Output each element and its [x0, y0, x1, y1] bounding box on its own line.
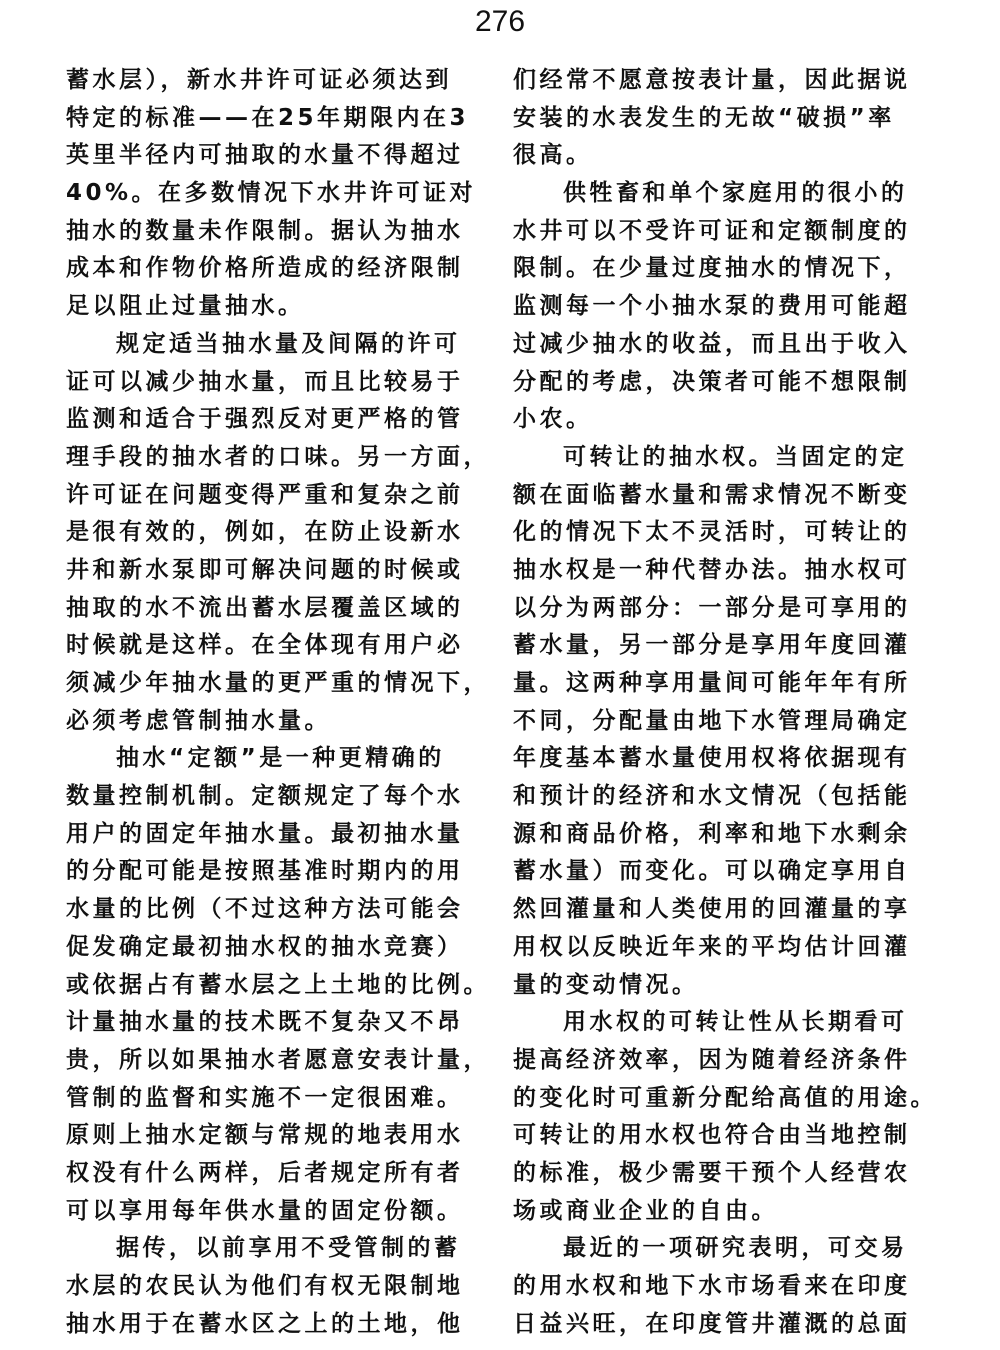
text-line: 用水权的可转让性从长期看可 — [563, 1009, 908, 1036]
left-text-column — [66, 62, 490, 1343]
text-line: 权没有什么两样，后者规定所有者 — [66, 1159, 464, 1186]
text-line: 以分为两部分：一部分是可享用的 — [513, 594, 911, 621]
text-line: 水层的农民认为他们有权无限制地 — [66, 1273, 464, 1299]
text-line: 必须考虑管制抽水量。 — [66, 707, 331, 734]
text-line: 小农。 — [513, 406, 593, 433]
text-line: 英里半径内可抽取的水量不得超过 — [66, 142, 464, 169]
text-line: 供牲畜和单个家庭用的很小的 — [563, 180, 908, 207]
text-line: 数量控制机制。定额规定了每个水 — [66, 783, 464, 810]
text-line: 原则上抽水定额与常规的地表用水 — [66, 1122, 464, 1149]
page-number: 276 — [474, 5, 526, 38]
text-line: 的标准，极少需要干预个人经营农 — [513, 1159, 911, 1186]
text-line: 用户的固定年抽水量。最初抽水量 — [66, 820, 464, 847]
text-line: 水井可以不受许可证和定额制度的 — [513, 217, 911, 244]
text-line: 额在面临蓄水量和需求情况不断变 — [513, 481, 911, 508]
text-line: 抽取的水不流出蓄水层覆盖区域的 — [66, 594, 464, 621]
text-line: 蓄水量）而变化。可以确定享用自 — [513, 858, 911, 885]
text-line: 最近的一项研究表明，可交易 — [563, 1235, 908, 1262]
text-line: 抽水的数量未作限制。据认为抽水 — [66, 217, 464, 244]
text-line: 场或商业企业的自由。 — [513, 1197, 778, 1224]
text-line: 和预计的经济和水文情况（包括能 — [513, 783, 911, 810]
text-line: 可以享用每年供水量的固定份额。 — [66, 1197, 464, 1224]
text-line: 不同，分配量由地下水管理局确定 — [513, 707, 911, 734]
text-line: 计量抽水量的技术既不复杂又不昂 — [66, 1009, 464, 1036]
text-line: 促发确定最初抽水权的抽水竞赛） — [66, 933, 464, 960]
text-line: 量的变动情况。 — [513, 971, 699, 998]
text-line: 用权以反映近年来的平均估计回灌 — [513, 933, 911, 960]
text-line: 40%。在多数情况下水井许可证对 — [66, 180, 477, 207]
text-line: 时候就是这样。在全体现有用户必 — [66, 632, 464, 659]
text-line: 蓄水层），新水井许可证必须达到 — [66, 67, 452, 93]
text-line: 可转让的抽水权。当固定的定 — [563, 443, 908, 470]
text-line: 安装的水表发生的无故“破损”率 — [513, 104, 895, 131]
text-line: 化的情况下太不灵活时，可转让的 — [513, 519, 911, 546]
text-line: 规定适当抽水量及间隔的许可 — [116, 330, 461, 357]
text-line: 日益兴旺，在印度管井灌溉的总面 — [513, 1310, 911, 1337]
text-line: 限制。在少量过度抽水的情况下， — [513, 255, 911, 282]
text-line: 抽水权是一种代替办法。抽水权可 — [513, 556, 911, 583]
text-line: 可转让的用水权也符合由当地控制 — [513, 1122, 911, 1149]
text-line: 分配的考虑，决策者可能不想限制 — [513, 368, 911, 395]
text-line: 贵，所以如果抽水者愿意安表计量， — [66, 1046, 490, 1073]
text-line: 许可证在问题变得严重和复杂之前 — [66, 481, 464, 508]
text-line: 年度基本蓄水量使用权将依据现有 — [513, 745, 911, 772]
right-text-column — [513, 62, 937, 1343]
text-line: 特定的标准——在25年期限内在3 — [66, 104, 470, 131]
text-line: 量。这两种享用量间可能年年有所 — [513, 670, 911, 696]
text-line: 抽水“定额”是一种更精确的 — [116, 745, 445, 772]
text-line: 过减少抽水的收益，而且出于收入 — [513, 330, 911, 357]
text-line: 据传，以前享用不受管制的蓄 — [116, 1235, 461, 1262]
text-line: 管制的监督和实施不一定很困难。 — [66, 1084, 464, 1111]
text-line: 很高。 — [513, 142, 593, 169]
text-line: 然回灌量和人类使用的回灌量的享 — [513, 896, 911, 923]
text-line: 们经常不愿意按表计量，因此据说 — [513, 67, 911, 93]
text-line: 的用水权和地下水市场看来在印度 — [513, 1273, 911, 1299]
text-line: 井和新水泵即可解决问题的时候或 — [66, 556, 464, 583]
text-line: 的分配可能是按照基准时期内的用 — [66, 858, 464, 885]
text-line: 足以阻止过量抽水。 — [66, 293, 305, 320]
text-line: 须减少年抽水量的更严重的情况下， — [66, 670, 490, 696]
text-line: 监测每一个小抽水泵的费用可能超 — [513, 293, 911, 320]
text-line: 证可以减少抽水量，而且比较易于 — [66, 368, 464, 395]
text-line: 水量的比例（不过这种方法可能会 — [66, 896, 464, 923]
text-line: 监测和适合于强烈反对更严格的管 — [66, 406, 464, 433]
text-line: 蓄水量，另一部分是享用年度回灌 — [513, 632, 911, 659]
text-line: 或依据占有蓄水层之上土地的比例。 — [66, 971, 490, 998]
text-line: 理手段的抽水者的口味。另一方面， — [66, 443, 490, 470]
text-line: 的变化时可重新分配给高值的用途。 — [513, 1084, 937, 1111]
text-line: 源和商品价格，利率和地下水剩余 — [513, 820, 911, 847]
text-line: 成本和作物价格所造成的经济限制 — [66, 255, 464, 282]
text-line: 是很有效的，例如，在防止设新水 — [66, 519, 464, 546]
text-line: 提高经济效率，因为随着经济条件 — [513, 1046, 911, 1073]
text-line: 抽水用于在蓄水区之上的土地，他 — [66, 1310, 464, 1337]
